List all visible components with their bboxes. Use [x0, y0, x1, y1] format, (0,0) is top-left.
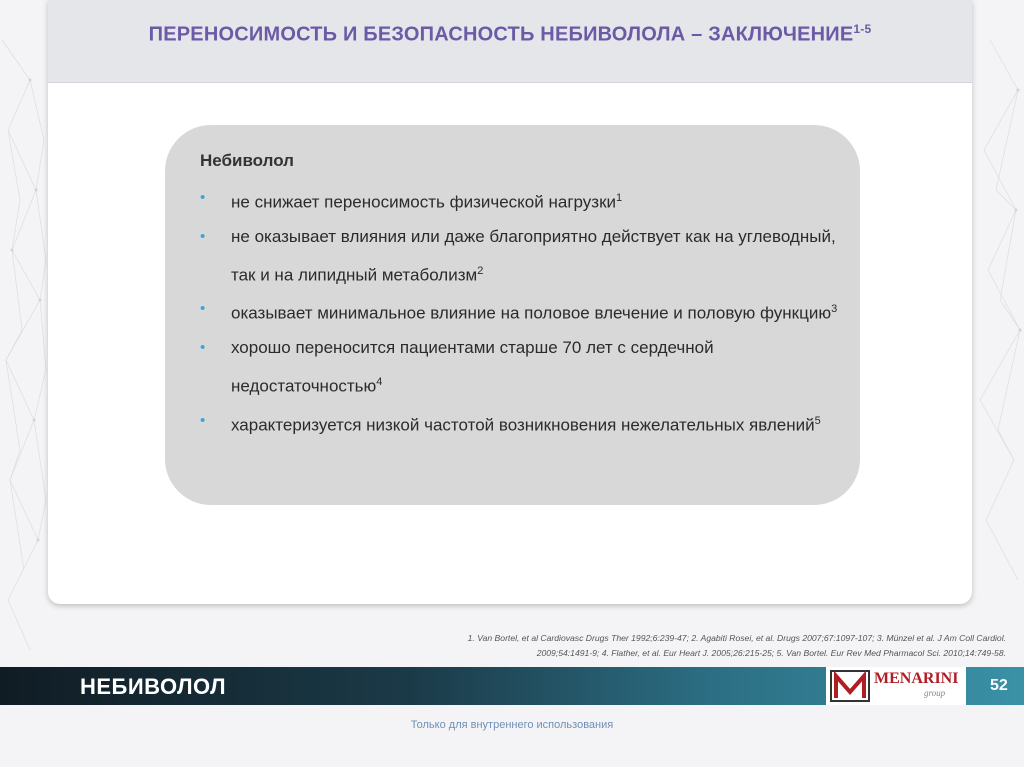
slide-header	[48, 0, 972, 83]
menarini-logo-icon	[830, 670, 870, 702]
summary-heading: Небиволол	[200, 151, 294, 170]
references-line-2: 2009;54:1491-9; 4. Flather, et al. Eur Heart J. 2005;26:215-25; 5. Van Bortel. Eur Rev Med Pharmacol Sci. 2010;14:749-58.	[536, 648, 1006, 658]
summary-item-elderly-patients: • хорошо переносится пациентами старше 70 лет с сердечной недостаточностью$^4$	[200, 331, 840, 404]
footer-bar	[0, 667, 1024, 705]
internal-use-note: Только для внутреннего использования	[410, 719, 614, 731]
references	[300, 631, 1006, 661]
menarini-logo	[826, 667, 966, 705]
bullet-icon: •	[200, 411, 206, 429]
slide-title: ПЕРЕНОСИМОСТЬ И БЕЗОПАСНОСТЬ НЕБИВОЛОЛА – ЗАКЛЮЧЕНИЕ$^{1-5}$	[148, 22, 872, 46]
summary-item-metabolism: • не оказывает влияния или даже благоприятно действует как на углеводный, так и на липидный метаболизм$^2$	[200, 220, 840, 293]
menarini-logo-text: MENARINI	[874, 670, 959, 687]
summary-item-adverse-events: • характеризуется низкой частотой возникновения нежелательных явлений$^5$	[200, 404, 840, 443]
menarini-logo-subtext: group	[924, 688, 946, 698]
summary-item-exercise-tolerance: • не снижает переносимость физической нагрузки$^1$	[200, 181, 840, 220]
bullet-icon: •	[200, 189, 206, 206]
bullet-icon: •	[200, 338, 206, 356]
summary-item-sexual-function: • оказывает минимальное влияние на половое влечение и половую функцию$^3$	[200, 292, 840, 331]
bullet-icon: •	[200, 227, 206, 245]
page-number: 52	[990, 677, 1008, 694]
footer-brand-name: НЕБИВОЛОЛ	[80, 674, 227, 699]
summary-list	[200, 181, 840, 442]
bullet-icon: •	[200, 300, 206, 318]
summary-box	[165, 125, 860, 505]
title-reference: 1-5	[853, 22, 872, 36]
references-line-1: 1. Van Bortel, et al Cardiovasc Drugs Ther 1992;6:239-47; 2. Agabiti Rosei, et al. Drugs 2007;67:1097-107; 3. Münzel et al. J Am Coll Cardiol.	[467, 633, 1006, 643]
